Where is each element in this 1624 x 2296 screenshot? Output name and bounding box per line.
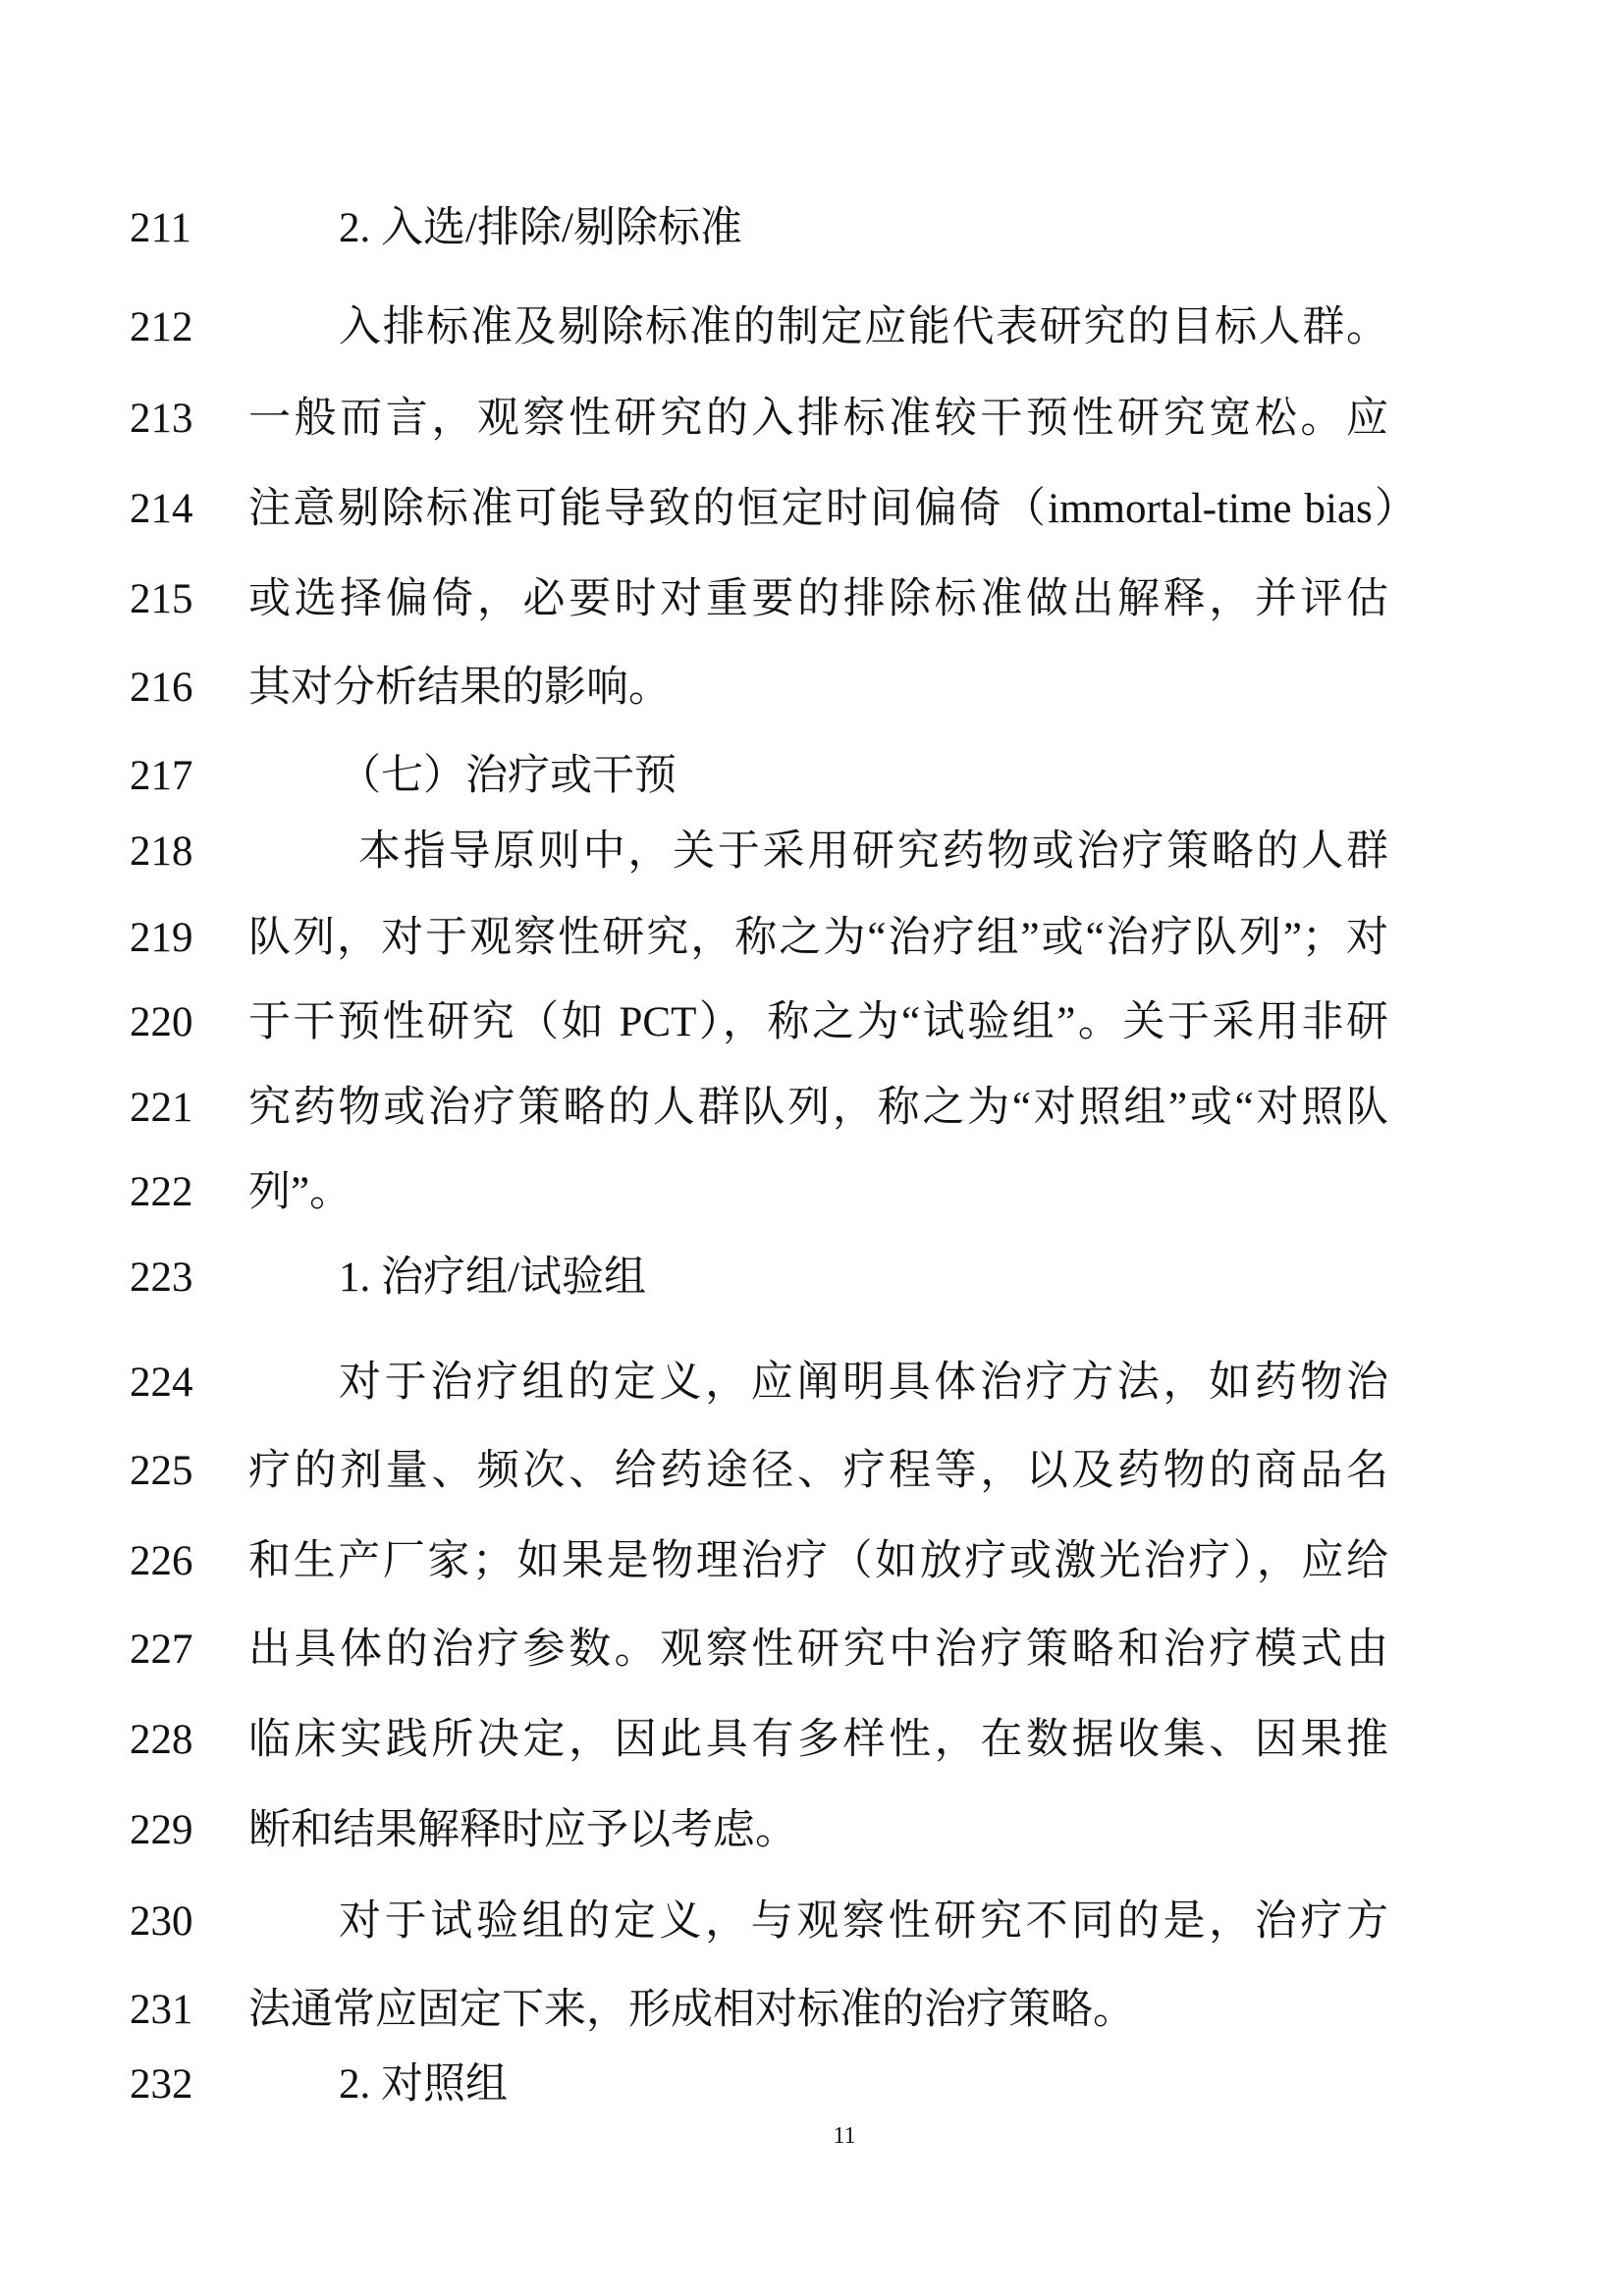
body-text-line: 对于试验组的定义，与观察性研究不同的是，治疗方 (339, 1898, 1388, 1945)
text-line (0, 390, 1624, 449)
subsection-heading: 2. 对照组 (339, 2061, 508, 2108)
line-number: 232 (130, 2061, 193, 2108)
text-line (0, 1079, 1624, 1138)
text-line (0, 659, 1624, 718)
body-text-line: 出具体的治疗参数。观察性研究中治疗策略和治疗模式由 (248, 1627, 1388, 1673)
body-text-line: 究药物或治疗策略的人群队列，称之为“对照组”或“对照队 (248, 1085, 1388, 1131)
body-text-line: 法通常应固定下来，形成相对标准的治疗策略。 (248, 1987, 1135, 2033)
text-line (0, 1532, 1624, 1591)
body-text-line: 其对分析结果的影响。 (248, 665, 671, 711)
page-number: 11 (833, 2123, 856, 2149)
text-line (0, 199, 1624, 258)
body-text-line: 疗的剂量、频次、给药途径、疗程等，以及药物的商品名 (248, 1448, 1388, 1494)
line-number: 222 (130, 1169, 193, 1215)
text-line (0, 1893, 1624, 1951)
body-text-line: 入排标准及剔除标准的制定应能代表研究的目标人群。 (339, 304, 1388, 350)
text-line (0, 823, 1624, 881)
line-number: 219 (130, 915, 193, 961)
body-text-line: 断和结果解释时应予以考虑。 (248, 1807, 797, 1853)
body-text-line: 列”。 (248, 1169, 352, 1215)
body-text-line: 临床实践所决定，因此具有多样性，在数据收集、因果推 (248, 1717, 1388, 1763)
body-text-line: 和生产厂家；如果是物理治疗（如放疗或激光治疗），应给 (248, 1538, 1388, 1584)
line-number: 213 (130, 396, 193, 442)
body-text-line: 注意剔除标准可能导致的恒定时间偏倚（immortal-time bias） (248, 486, 1417, 532)
line-number: 221 (130, 1085, 193, 1131)
text-line (0, 570, 1624, 629)
text-line (0, 1442, 1624, 1501)
line-number: 217 (130, 753, 193, 799)
body-text-line: 或选择偏倚，必要时对重要的排除标准做出解释，并评估 (248, 576, 1388, 622)
subsection-heading: 1. 治疗组/试验组 (339, 1255, 646, 1301)
line-number: 230 (130, 1898, 193, 1945)
text-line (0, 909, 1624, 968)
text-line (0, 993, 1624, 1052)
line-number: 224 (130, 1360, 193, 1406)
line-number: 231 (130, 1987, 193, 2033)
text-line (0, 1249, 1624, 1308)
text-line (0, 480, 1624, 539)
text-line (0, 1163, 1624, 1222)
line-number: 223 (130, 1255, 193, 1301)
body-text-line: 一般而言，观察性研究的入排标准较干预性研究宽松。应 (248, 396, 1388, 442)
line-number: 220 (130, 999, 193, 1045)
text-line (0, 1981, 1624, 2040)
text-line (0, 298, 1624, 357)
line-number: 218 (130, 828, 193, 875)
line-number: 212 (130, 304, 193, 350)
line-number: 228 (130, 1717, 193, 1763)
line-number: 225 (130, 1448, 193, 1494)
body-text-line: 队列，对于观察性研究，称之为“治疗组”或“治疗队列”；对 (248, 915, 1388, 961)
text-line (0, 747, 1624, 806)
section-heading: （七）治疗或干预 (339, 753, 677, 799)
body-text-line: 本指导原则中，关于采用研究药物或治疗策略的人群 (358, 828, 1388, 875)
line-number: 226 (130, 1538, 193, 1584)
line-number: 214 (130, 486, 193, 532)
text-line (0, 1711, 1624, 1770)
body-text-line: 对于治疗组的定义，应阐明具体治疗方法，如药物治 (339, 1360, 1388, 1406)
line-number: 215 (130, 576, 193, 622)
body-text-line: 于干预性研究（如 PCT），称之为“试验组”。关于采用非研 (248, 999, 1388, 1045)
text-line (0, 1801, 1624, 1860)
line-number: 229 (130, 1807, 193, 1853)
line-number: 227 (130, 1627, 193, 1673)
line-number: 216 (130, 665, 193, 711)
subsection-heading: 2. 入选/排除/剔除标准 (339, 205, 742, 251)
text-line (0, 2056, 1624, 2114)
line-number: 211 (130, 205, 191, 251)
text-line (0, 1354, 1624, 1413)
text-line (0, 1621, 1624, 1680)
